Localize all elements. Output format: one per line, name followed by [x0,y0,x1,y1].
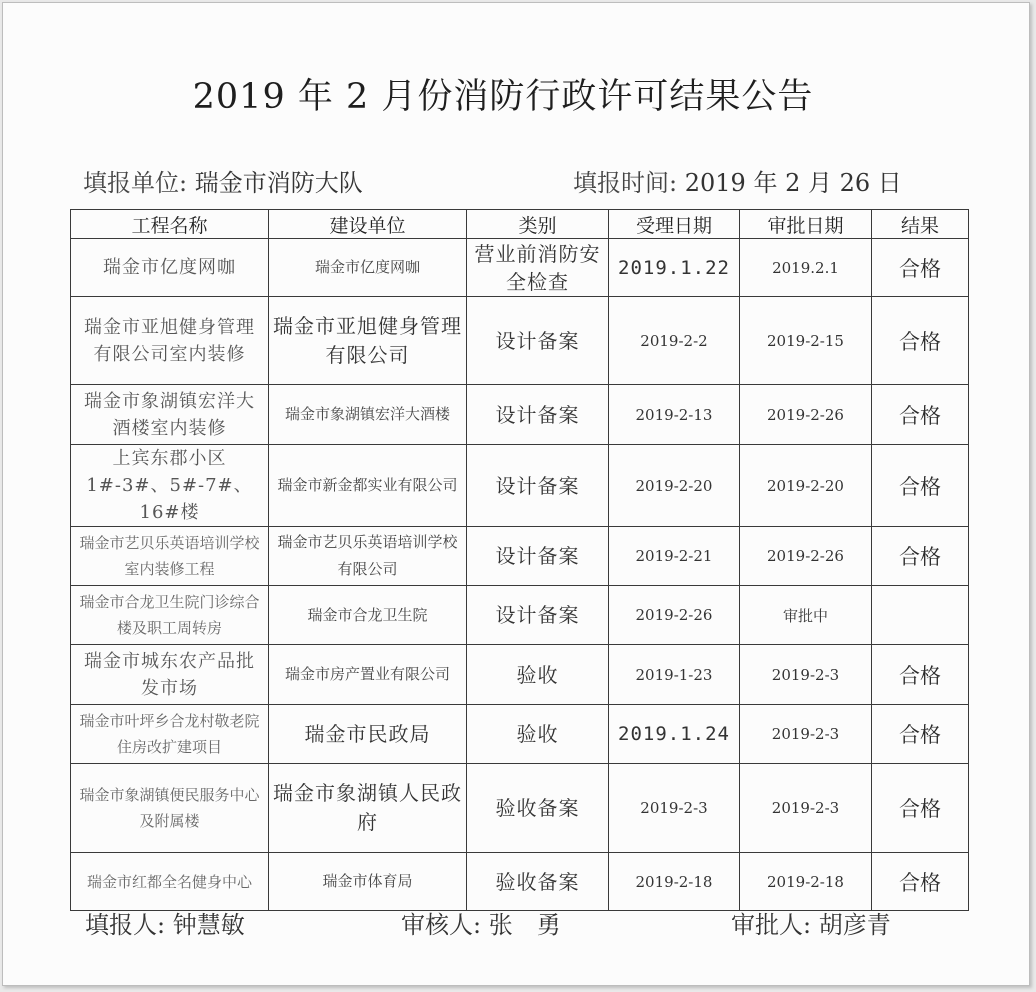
cell-unit: 瑞金市艺贝乐英语培训学校有限公司 [269,527,467,586]
cell-category: 验收 [467,645,609,705]
cell-result: 合格 [872,297,969,385]
cell-approve-date: 2019.2.1 [740,239,872,297]
table-row [71,239,969,297]
cell-category: 设计备案 [467,385,609,445]
footer-approver-label: 审批人: [731,911,812,939]
cell-project: 瑞金市象湖镇便民服务中心及附属楼 [71,764,269,853]
cell-result: 合格 [872,445,969,527]
col-header-accept-date: 受理日期 [609,210,740,239]
cell-project: 瑞金市叶坪乡合龙村敬老院住房改扩建项目 [71,705,269,764]
col-header-category: 类别 [467,210,609,239]
footer-reviewer-label: 审核人: [401,911,482,939]
table-row [71,586,969,645]
cell-category: 设计备案 [467,445,609,527]
cell-project: 瑞金市城东农产品批发市场 [71,645,269,705]
cell-unit: 瑞金市象湖镇人民政府 [269,764,467,853]
cell-accept-date: 2019-2-13 [609,385,740,445]
footer-approver-name: 胡彦青 [818,911,891,939]
cell-category: 验收备案 [467,853,609,911]
table-row [71,853,969,911]
cell-project: 瑞金市合龙卫生院门诊综合楼及职工周转房 [71,586,269,645]
table-header-row [71,210,969,239]
col-header-project: 工程名称 [71,210,269,239]
table-row [71,297,969,385]
cell-category: 设计备案 [467,527,609,586]
cell-result [872,586,969,645]
footer-reviewer-name: 张 勇 [488,911,561,939]
cell-unit: 瑞金市亚旭健身管理有限公司 [269,297,467,385]
cell-accept-date: 2019.1.22 [609,239,740,297]
cell-accept-date: 2019-2-26 [609,586,740,645]
cell-unit: 瑞金市新金都实业有限公司 [269,445,467,527]
cell-category: 验收 [467,705,609,764]
cell-result: 合格 [872,385,969,445]
footer-filer-name: 钟慧敏 [172,911,245,939]
cell-unit: 瑞金市象湖镇宏洋大酒楼 [269,385,467,445]
cell-approve-date: 2019-2-26 [740,385,872,445]
filer-unit [83,163,363,198]
cell-unit: 瑞金市房产置业有限公司 [269,645,467,705]
filer-time-value: 2019 年 2 月 26 日 [684,169,902,197]
cell-accept-date: 2019-2-18 [609,853,740,911]
cell-accept-date: 2019-2-2 [609,297,740,385]
table-row [71,764,969,853]
cell-unit: 瑞金市亿度网咖 [269,239,467,297]
table-row [71,385,969,445]
cell-project: 瑞金市艺贝乐英语培训学校室内装修工程 [71,527,269,586]
cell-approve-date: 2019-2-3 [740,705,872,764]
col-header-result: 结果 [872,210,969,239]
cell-approve-date: 2019-2-26 [740,527,872,586]
cell-unit: 瑞金市民政局 [269,705,467,764]
cell-result: 合格 [872,764,969,853]
cell-result: 合格 [872,239,969,297]
page-title: 2019 年 2 月份消防行政许可结果公告 [192,77,814,117]
cell-category: 营业前消防安全检查 [467,239,609,297]
col-header-unit: 建设单位 [269,210,467,239]
cell-unit: 瑞金市合龙卫生院 [269,586,467,645]
table-row [71,645,969,705]
filer-time-label: 填报时间: [573,169,678,197]
cell-category: 验收备案 [467,764,609,853]
permit-results-table [70,209,969,911]
footer-filer-label: 填报人: [85,911,166,939]
cell-result: 合格 [872,645,969,705]
filer-unit-value: 瑞金市消防大队 [194,169,363,197]
cell-accept-date: 2019-2-21 [609,527,740,586]
cell-approve-date: 2019-2-3 [740,764,872,853]
cell-approve-date: 审批中 [740,586,872,645]
cell-category: 设计备案 [467,297,609,385]
cell-unit: 瑞金市体育局 [269,853,467,911]
cell-project: 瑞金市象湖镇宏洋大酒楼室内装修 [71,385,269,445]
cell-result: 合格 [872,705,969,764]
footer-filer [85,905,245,940]
filer-unit-label: 填报单位: [83,169,188,197]
table-row [71,527,969,586]
cell-accept-date: 2019-1-23 [609,645,740,705]
cell-approve-date: 2019-2-20 [740,445,872,527]
cell-approve-date: 2019-2-15 [740,297,872,385]
col-header-approve-date: 审批日期 [740,210,872,239]
cell-accept-date: 2019.1.24 [609,705,740,764]
cell-accept-date: 2019-2-20 [609,445,740,527]
cell-result: 合格 [872,527,969,586]
cell-accept-date: 2019-2-3 [609,764,740,853]
table-row [71,705,969,764]
cell-result: 合格 [872,853,969,911]
cell-project: 瑞金市亚旭健身管理有限公司室内装修 [71,297,269,385]
footer-reviewer [401,905,561,940]
footer-approver [731,905,891,940]
cell-project: 上宾东郡小区 1#-3#、5#-7#、16#楼 [71,445,269,527]
cell-approve-date: 2019-2-18 [740,853,872,911]
table-row [71,445,969,527]
cell-approve-date: 2019-2-3 [740,645,872,705]
document-page [2,2,1030,986]
cell-project: 瑞金市红都全名健身中心 [71,853,269,911]
cell-category: 设计备案 [467,586,609,645]
filer-time [573,163,902,198]
cell-project: 瑞金市亿度网咖 [71,239,269,297]
